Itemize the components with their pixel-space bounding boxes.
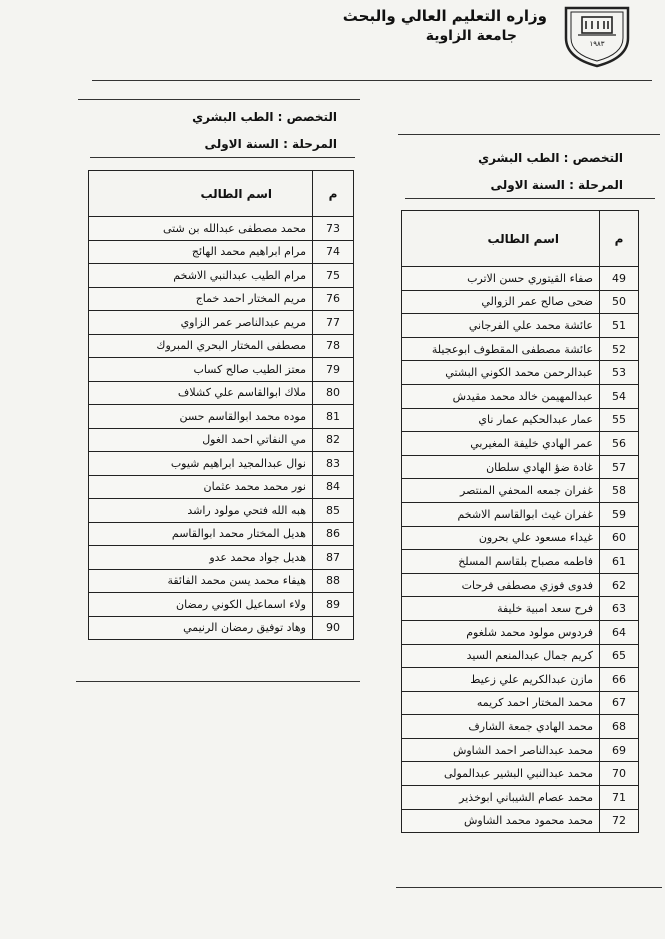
right-panel-info-line	[405, 198, 655, 199]
student-name: غفران جمعه المحفي المنتصر	[402, 479, 600, 503]
table-row	[89, 311, 354, 335]
table-header-row	[89, 171, 354, 217]
right-specialization: التخصص : الطب البشري	[478, 151, 623, 165]
student-name: هديل جواد محمد عدو	[89, 546, 313, 570]
student-number: 66	[600, 668, 639, 692]
left-panel-info	[192, 104, 337, 158]
student-number: 49	[600, 267, 639, 291]
student-number: 70	[600, 762, 639, 786]
table-row	[89, 499, 354, 523]
table-row	[89, 522, 354, 546]
table-row	[89, 593, 354, 617]
university-name: جامعة الزاوية	[425, 28, 517, 44]
student-name: فدوى فوزي مصطفى فرحات	[402, 573, 600, 597]
table-row	[89, 287, 354, 311]
column-header-number: م	[600, 211, 639, 267]
table-row	[402, 502, 639, 526]
right-stage: المرحلة : السنة الاولى	[490, 178, 623, 192]
table-row	[402, 455, 639, 479]
left-panel-bottom-line	[76, 681, 360, 682]
student-name: فرح سعد امبية خليفة	[402, 597, 600, 621]
left-student-table	[88, 170, 354, 640]
left-panel-top-line	[78, 99, 360, 100]
student-name: هيفاء محمد يسن محمد الفائقة	[89, 569, 313, 593]
student-name: ضحى صالح عمر الزوالي	[402, 290, 600, 314]
student-name: فردوس مولود محمد شلغوم	[402, 620, 600, 644]
student-name: محمد الهادي جمعة الشارف	[402, 715, 600, 739]
ministry-name: وزاره التعليم العالي والبحث	[342, 7, 547, 25]
student-number: 51	[600, 314, 639, 338]
right-student-table	[401, 210, 639, 833]
header	[343, 6, 547, 46]
student-name: محمد مصطفى عبدالله بن شتى	[89, 217, 313, 241]
student-number: 78	[313, 334, 354, 358]
student-number: 85	[313, 499, 354, 523]
student-name: مرام ابراهيم محمد الهائج	[89, 240, 313, 264]
table-row	[89, 616, 354, 640]
table-row	[402, 668, 639, 692]
student-name: محمد عبدالناصر احمد الشاوش	[402, 738, 600, 762]
table-row	[402, 762, 639, 786]
student-number: 62	[600, 573, 639, 597]
student-name: غيداء مسعود علي بحرون	[402, 526, 600, 550]
student-name: هديل المختار محمد ابوالقاسم	[89, 522, 313, 546]
student-name: كريم جمال عبدالمنعم السيد	[402, 644, 600, 668]
table-row	[89, 358, 354, 382]
student-number: 50	[600, 290, 639, 314]
university-logo	[560, 4, 634, 68]
student-name: محمد عبدالنبي البشير عبدالمولى	[402, 762, 600, 786]
student-number: 87	[313, 546, 354, 570]
student-number: 89	[313, 593, 354, 617]
table-row	[89, 240, 354, 264]
right-panel-top-line	[398, 134, 660, 135]
student-name: محمد المختار احمد كريمه	[402, 691, 600, 715]
table-row	[89, 217, 354, 241]
student-name: مصطفى المختار البحري المبروك	[89, 334, 313, 358]
student-name: غادة ضؤ الهادي سلطان	[402, 455, 600, 479]
table-row	[402, 314, 639, 338]
table-row	[402, 691, 639, 715]
table-row	[402, 432, 639, 456]
table-row	[89, 475, 354, 499]
student-number: 67	[600, 691, 639, 715]
student-number: 65	[600, 644, 639, 668]
student-number: 55	[600, 408, 639, 432]
student-number: 64	[600, 620, 639, 644]
student-name: ولاء اسماعيل الكوني رمضان	[89, 593, 313, 617]
student-number: 61	[600, 550, 639, 574]
student-number: 72	[600, 809, 639, 833]
table-header-row	[402, 211, 639, 267]
student-name: مي النفاتي احمد الغول	[89, 428, 313, 452]
student-number: 90	[313, 616, 354, 640]
student-name: صفاء القيتوري حسن الاترب	[402, 267, 600, 291]
student-name: وهاد توفيق رمضان الرنيمي	[89, 616, 313, 640]
student-name: مريم المختار احمد خماج	[89, 287, 313, 311]
student-name: معتز الطيب صالح كساب	[89, 358, 313, 382]
student-number: 80	[313, 381, 354, 405]
table-row	[402, 384, 639, 408]
table-row	[402, 361, 639, 385]
table-row	[89, 405, 354, 429]
student-number: 82	[313, 428, 354, 452]
student-number: 69	[600, 738, 639, 762]
right-panel-info	[478, 145, 623, 199]
student-name: عبدالمهيمن خالد محمد مقيدش	[402, 384, 600, 408]
table-row	[402, 644, 639, 668]
student-number: 71	[600, 786, 639, 810]
student-number: 59	[600, 502, 639, 526]
student-name: عمار عبدالحكيم عمار ناي	[402, 408, 600, 432]
table-row	[89, 264, 354, 288]
table-row	[89, 428, 354, 452]
student-number: 58	[600, 479, 639, 503]
student-number: 84	[313, 475, 354, 499]
left-specialization: التخصص : الطب البشري	[192, 110, 337, 124]
student-name: عبدالرحمن محمد الكوني البشتي	[402, 361, 600, 385]
student-number: 88	[313, 569, 354, 593]
table-row	[402, 550, 639, 574]
table-row	[402, 715, 639, 739]
student-number: 86	[313, 522, 354, 546]
student-name: فاطمه مصباح بلقاسم المسلخ	[402, 550, 600, 574]
table-row	[402, 573, 639, 597]
student-name: مازن عبدالكريم علي زعيط	[402, 668, 600, 692]
student-name: غفران غيث ابوالقاسم الاشخم	[402, 502, 600, 526]
header-divider	[92, 80, 652, 81]
table-row	[402, 620, 639, 644]
column-header-number: م	[313, 171, 354, 217]
student-name: مريم عبدالناصر عمر الزاوي	[89, 311, 313, 335]
table-row	[402, 479, 639, 503]
table-row	[89, 452, 354, 476]
student-number: 75	[313, 264, 354, 288]
table-row	[402, 526, 639, 550]
student-name: عمر الهادي خليفة المغيربي	[402, 432, 600, 456]
student-number: 53	[600, 361, 639, 385]
student-number: 76	[313, 287, 354, 311]
table-row	[402, 738, 639, 762]
student-number: 56	[600, 432, 639, 456]
student-name: مرام الطيب عبدالنبي الاشخم	[89, 264, 313, 288]
student-number: 83	[313, 452, 354, 476]
student-name: موده محمد ابوالقاسم حسن	[89, 405, 313, 429]
student-number: 52	[600, 337, 639, 361]
student-name: عائشة محمد علي الفرجاني	[402, 314, 600, 338]
student-number: 63	[600, 597, 639, 621]
table-row	[402, 597, 639, 621]
student-number: 68	[600, 715, 639, 739]
left-panel-info-line	[90, 157, 355, 158]
student-name: هبه الله فتحي مولود راشد	[89, 499, 313, 523]
table-row	[402, 809, 639, 833]
table-row	[89, 381, 354, 405]
left-stage: المرحلة : السنة الاولى	[204, 137, 337, 151]
table-row	[402, 267, 639, 291]
table-row	[89, 334, 354, 358]
student-number: 73	[313, 217, 354, 241]
logo-year: ١٩٨٣	[589, 40, 605, 48]
table-row	[402, 337, 639, 361]
column-header-name: اسم الطالب	[89, 171, 313, 217]
table-row	[402, 290, 639, 314]
student-number: 79	[313, 358, 354, 382]
student-name: نور محمد محمد عثمان	[89, 475, 313, 499]
student-number: 60	[600, 526, 639, 550]
table-row	[402, 786, 639, 810]
student-number: 54	[600, 384, 639, 408]
student-number: 77	[313, 311, 354, 335]
student-number: 57	[600, 455, 639, 479]
table-row	[402, 408, 639, 432]
student-number: 81	[313, 405, 354, 429]
column-header-name: اسم الطالب	[402, 211, 600, 267]
right-panel-bottom-line	[396, 887, 662, 888]
student-name: نوال عبدالمجيد ابراهيم شيوب	[89, 452, 313, 476]
student-name: ملاك ابوالقاسم علي كشلاف	[89, 381, 313, 405]
student-name: محمد محمود محمد الشاوش	[402, 809, 600, 833]
student-name: محمد عصام الشيباني ابوخذير	[402, 786, 600, 810]
student-number: 74	[313, 240, 354, 264]
table-row	[89, 546, 354, 570]
student-name: عائشة مصطفى المقطوف ابوعجيلة	[402, 337, 600, 361]
table-row	[89, 569, 354, 593]
